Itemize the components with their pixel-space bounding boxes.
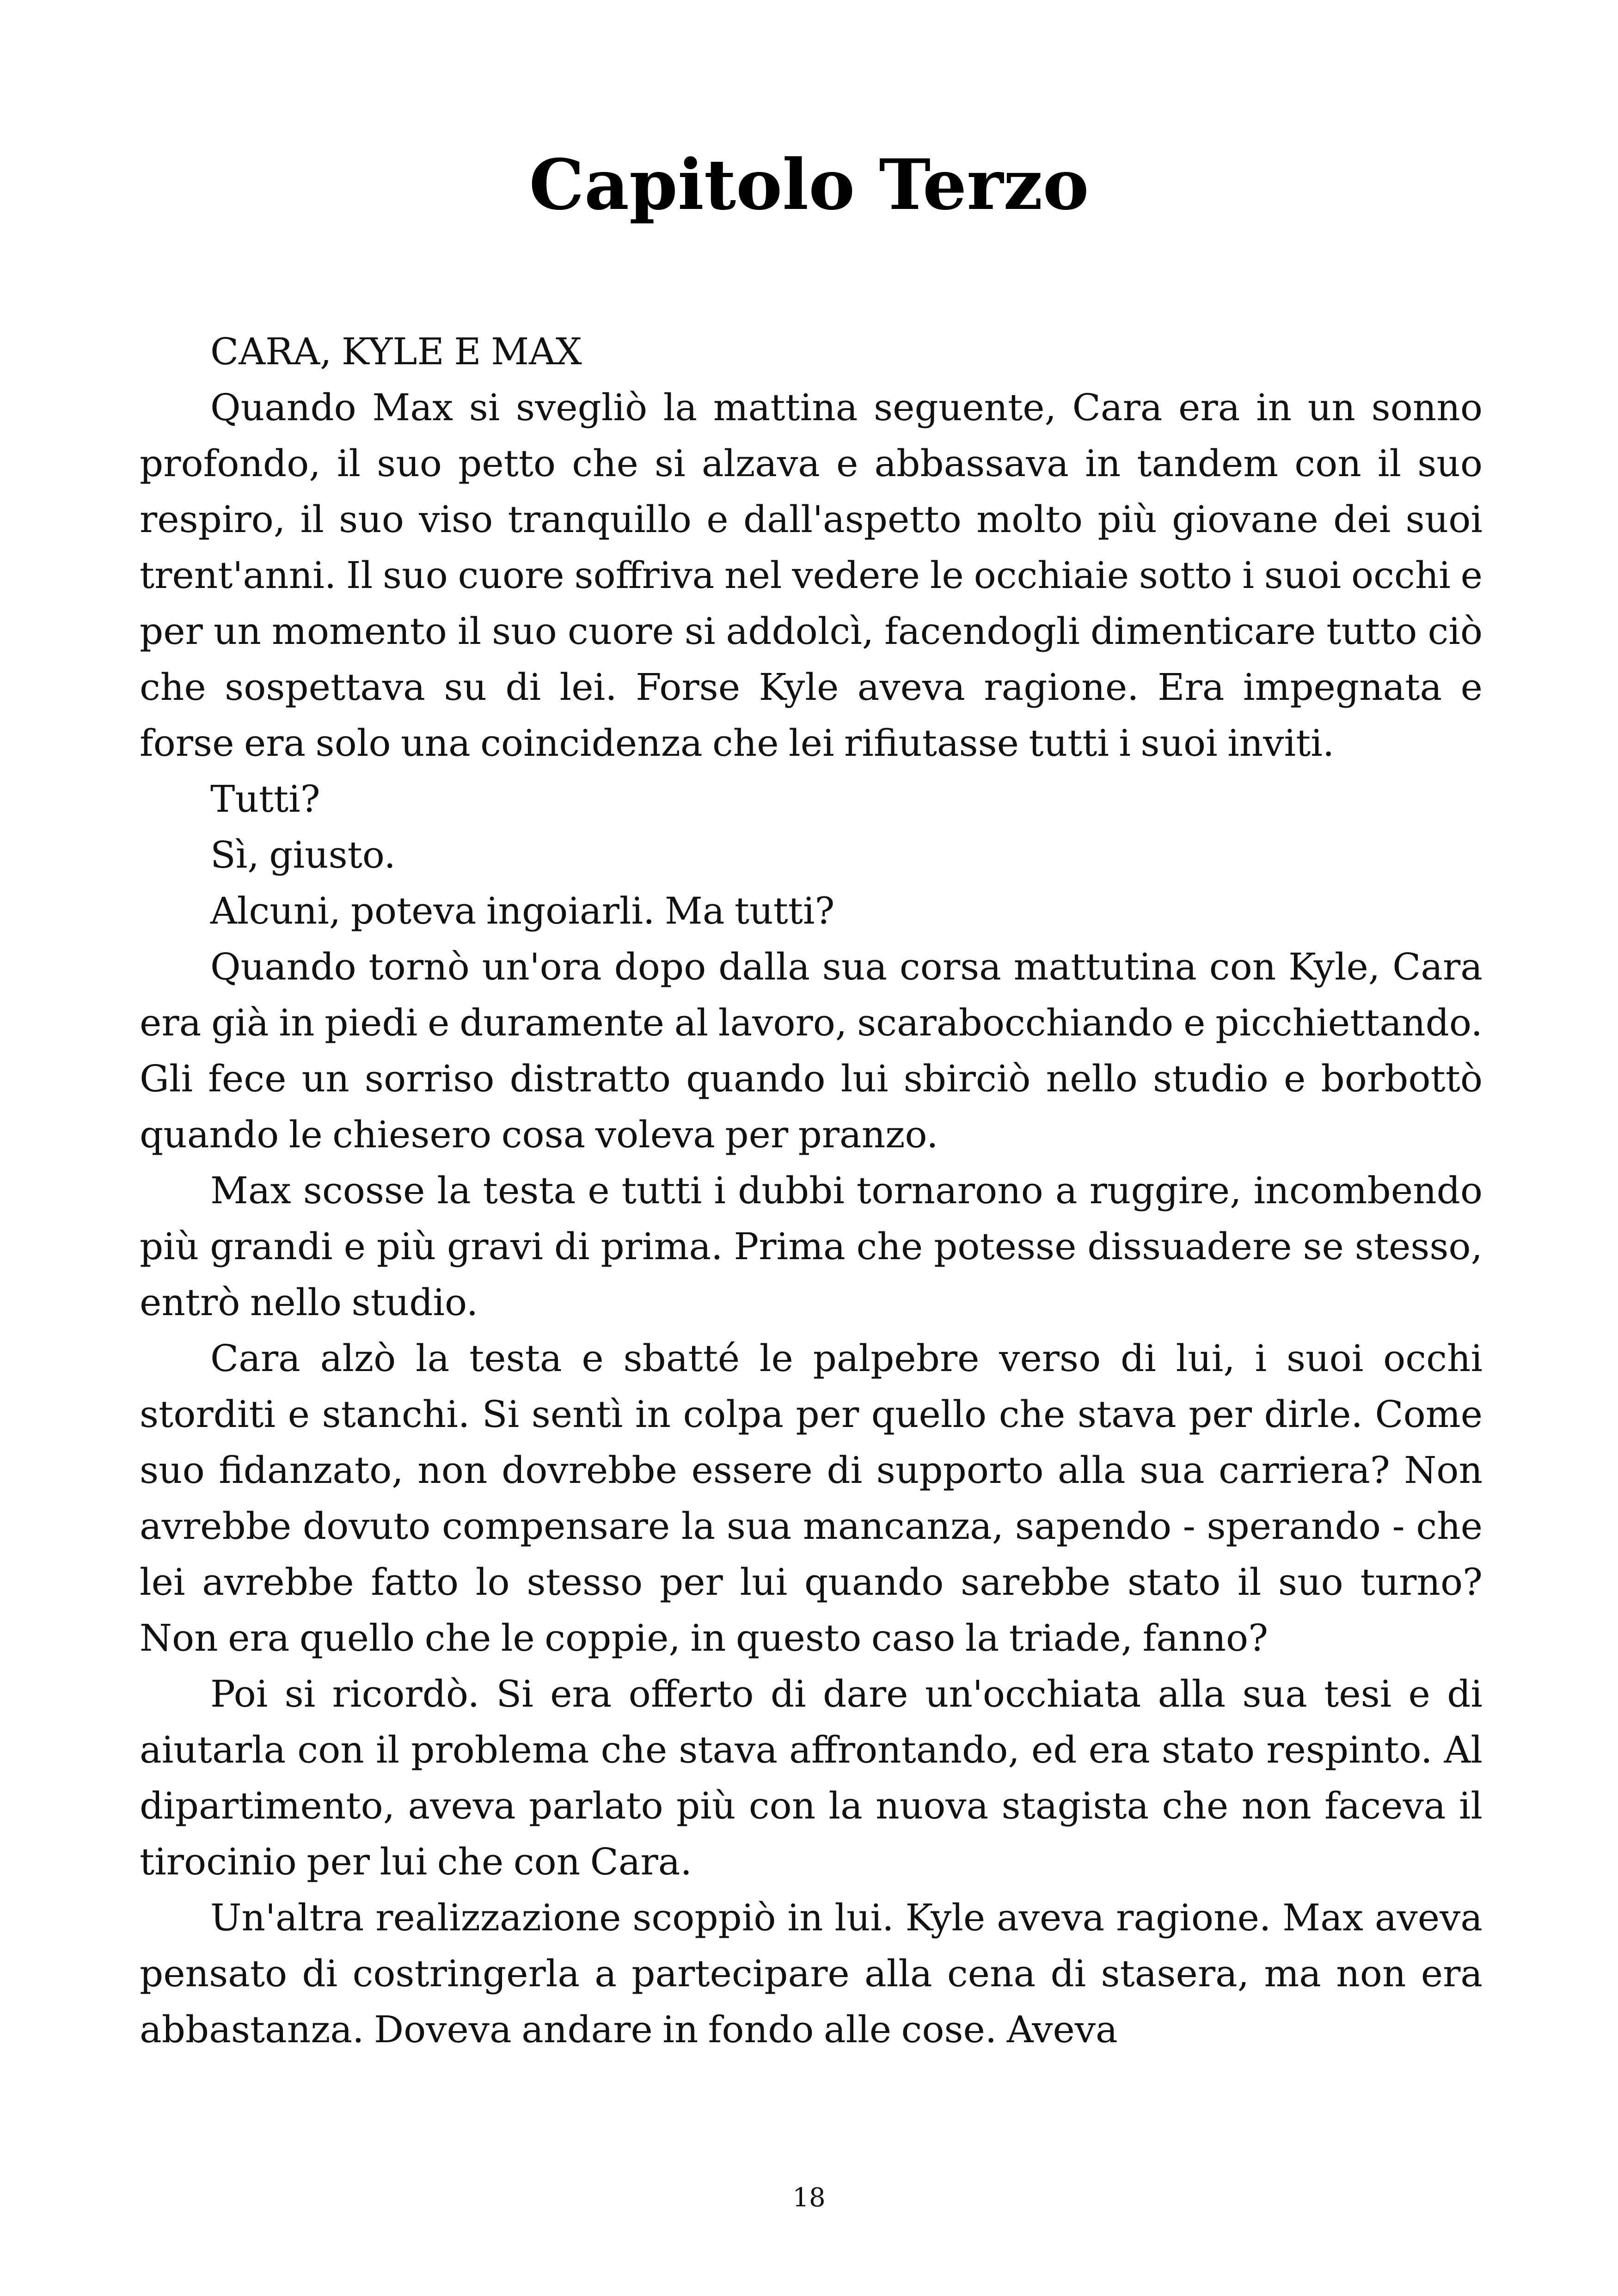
paragraph: Sì, giusto. [210, 833, 396, 876]
paragraph: Poi si ricordò. Si era offerto di dare un'occhiata alla sua tesi e di aiutarla con il problema che stava affrontando, ed era stato respinto. Al dipartimento, aveva parlato più con la nuova stagista che non faceva il tirocinio per lui che con Cara. [140, 1672, 1483, 1883]
paragraph: Quando Max si svegliò la mattina seguente, Cara era in un sonno profondo, il suo petto che si alzava e abbassava in tandem con il suo respiro, il suo viso tranquillo e dall'aspetto molto più giovane dei suoi trent'anni. Il suo cuore soffriva nel vedere le occhiaie sotto i suoi occhi e per un momento il suo cuore si addolcì, facendogli dimenticare tutto ciò che sospettava su di lei. Forse Kyle aveva ragione. Era impegnata e forse era solo una coincidenza che lei rifiutasse tutti i suoi inviti. [140, 386, 1483, 765]
paragraph: Max scosse la testa e tutti i dubbi tornarono a ruggire, incombendo più grandi e più gravi di prima. Prima che potesse dissuadere se stesso, entrò nello studio. [140, 1169, 1483, 1324]
paragraph: Quando tornò un'ora dopo dalla sua corsa mattutina con Kyle, Cara era già in piedi e duramente al lavoro, scarabocchiando e picchiettando. Gli fece un sorriso distratto quando lui sbirciò nello studio e borbottò quando le chiesero cosa voleva per pranzo. [140, 945, 1483, 1156]
section-heading-paragraph: CARA, KYLE E MAX [210, 330, 582, 373]
paragraph: Un'altra realizzazione scoppiò in lui. Kyle aveva ragione. Max aveva pensato di costringerla a partecipare alla cena di stasera, ma non era abbastanza. Doveva andare in fondo alle cose. Aveva [140, 1896, 1483, 2051]
paragraph: Tutti? [210, 778, 320, 820]
paragraph: Cara alzò la testa e sbatté le palpebre verso di lui, i suoi occhi storditi e stanchi. Si sentì in colpa per quello che stava per dirle. Come suo fidanzato, non dovrebbe essere di supporto alla sua carriera? Non avrebbe dovuto compensare la sua mancanza, sapendo - sperando - che lei avrebbe fatto lo stesso per lui quando sarebbe stato il suo turno? Non era quello che le coppie, in questo caso la triade, fanno? [140, 1337, 1483, 1659]
page-number: 18 [792, 2183, 826, 2213]
chapter-body [140, 324, 1483, 2057]
chapter-title: Capitolo Terzo [529, 144, 1089, 226]
paragraph: Alcuni, poteva ingoiarli. Ma tutti? [210, 889, 835, 932]
